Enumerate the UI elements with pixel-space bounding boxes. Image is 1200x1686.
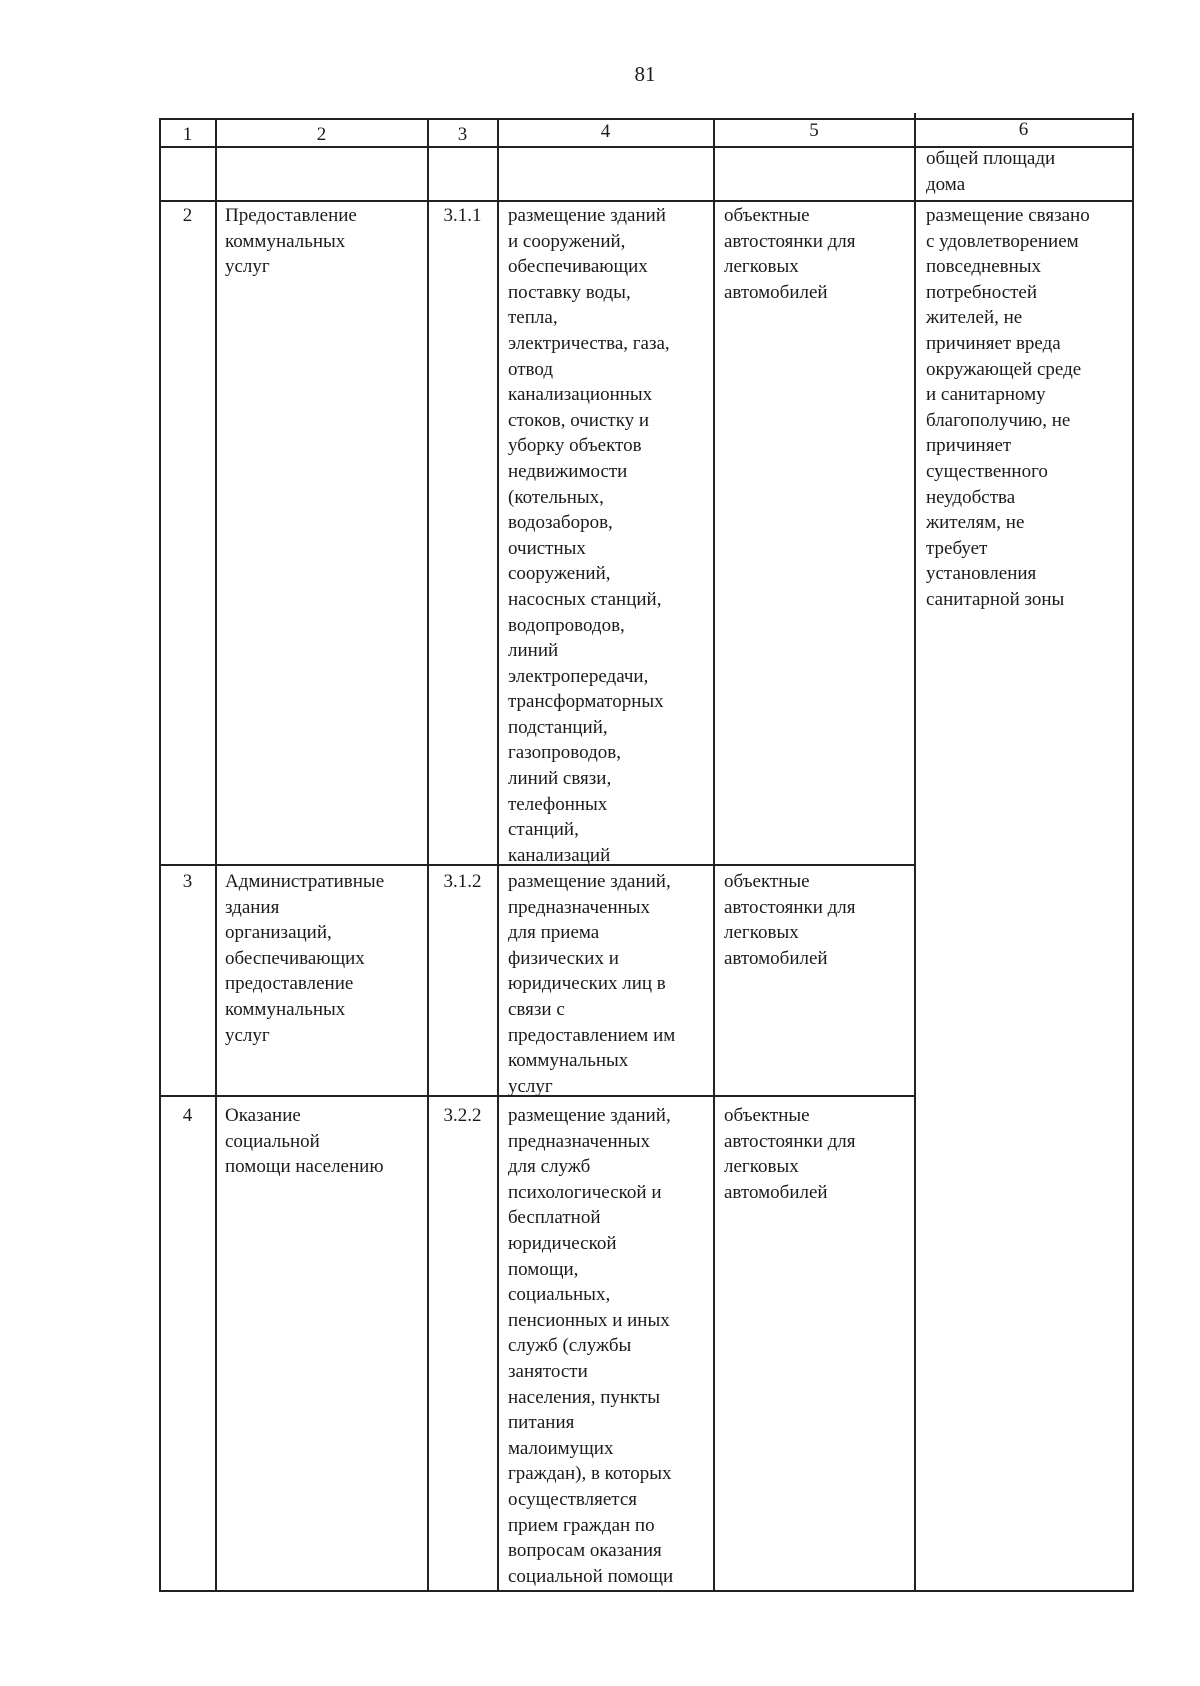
row-2-name: Предоставление коммунальных услуг bbox=[225, 205, 357, 278]
header-cell-6: 6 bbox=[1018, 119, 1029, 140]
header-cell-3: 3 bbox=[457, 124, 468, 145]
row-4-parking: объектные автостоянки для легковых автомобилей bbox=[724, 1105, 856, 1203]
row-2-code: 3.1.1 bbox=[443, 205, 482, 226]
row-4-number: 4 bbox=[182, 1105, 193, 1126]
col-3-divider bbox=[497, 118, 499, 1591]
col-5-divider bbox=[914, 113, 916, 1591]
col-2-divider bbox=[427, 118, 429, 1591]
row-2-number: 2 bbox=[182, 205, 193, 226]
row-2-description: размещение зданий и сооружений, обеспечивающих поставку воды, тепла, электричества, газа, отвод канализационных стоков, очистку и уборку объектов недвижимости (котельных, водозаборов, очистных сооружений, насосных станций, водопроводов, линий электропередачи, трансформаторных подстанций, газопроводов, линий связи, телефонных станций, канализаций bbox=[508, 205, 670, 866]
header-cell-1: 1 bbox=[182, 124, 193, 145]
row-3-description: размещение зданий, предназначенных для приема физических и юридических лиц в связи с предоставлением им коммунальных услуг bbox=[508, 871, 676, 1097]
header-cell-5: 5 bbox=[809, 120, 819, 141]
header-cell-4: 4 bbox=[600, 121, 611, 142]
row-4-name: Оказание социальной помощи населению bbox=[225, 1105, 384, 1178]
page-number: 81 bbox=[634, 62, 656, 86]
row-3-number: 3 bbox=[182, 871, 193, 892]
continuation-row-bottom-border bbox=[159, 200, 1134, 202]
shared-col6-note: размещение связано с удовлетворением повседневных потребностей жителей, не причиняет вреда окружающей среде и санитарному благополучию, не причиняет существенного неудобства жителям, не требует установления санитарной зоны bbox=[926, 205, 1090, 610]
row-4-code: 3.2.2 bbox=[443, 1105, 482, 1126]
header-cell-2: 2 bbox=[316, 124, 327, 145]
row-3-parking: объектные автостоянки для легковых автомобилей bbox=[724, 871, 856, 969]
row-3-code: 3.1.2 bbox=[443, 871, 482, 892]
table-left-border bbox=[159, 118, 161, 1591]
row-3-name: Административные здания организаций, обеспечивающих предоставление коммунальных услуг bbox=[225, 871, 385, 1046]
row-4-description: размещение зданий, предназначенных для служб психологической и бесплатной юридической помощи, социальных, пенсионных и иных служб (службы занятости населения, пункты питания малоимущих граждан), в которых осуществляется прием граждан по вопросам оказания социальной помощи bbox=[508, 1105, 674, 1587]
table-bottom-border bbox=[159, 1590, 1134, 1592]
row-2-parking: объектные автостоянки для легковых автомобилей bbox=[724, 205, 856, 303]
continuation-cell-6: общей площади дома bbox=[926, 148, 1056, 195]
col-4-divider bbox=[713, 118, 715, 1591]
table-right-border bbox=[1132, 113, 1134, 1591]
col-1-divider bbox=[215, 118, 217, 1591]
